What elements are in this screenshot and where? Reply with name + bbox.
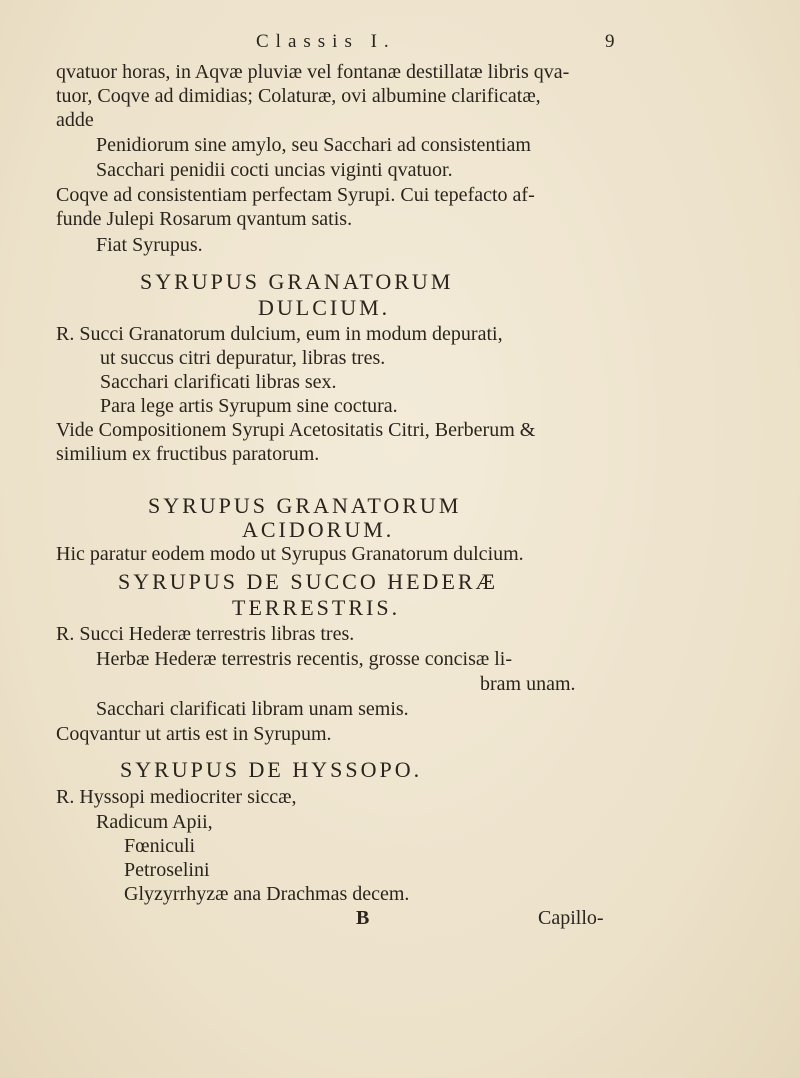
text-line: adde (56, 109, 94, 131)
text-line: Vide Compositionem Syrupi Acetositatis Citri, Berberum & (56, 419, 536, 441)
text-line: Sacchari penidii cocti uncias viginti qvatuor. (96, 159, 453, 181)
section-title: SYRUPUS DE SUCCO HEDERÆ (118, 569, 499, 594)
section-title: SYRUPUS GRANATORUM (140, 269, 454, 294)
text-line: Coqve ad consistentiam perfectam Syrupi. Cui tepefacto af- (56, 184, 535, 206)
text-line: R. Hyssopi mediocriter siccæ, (56, 786, 297, 808)
text-line: Glyzyrrhyzæ ana Drachmas decem. (124, 883, 410, 905)
running-title: Classis I. (256, 31, 396, 52)
text-line: similium ex fructibus paratorum. (56, 443, 320, 465)
section-title: SYRUPUS DE HYSSOPO. (120, 757, 423, 782)
text-line: Sacchari clarificati libras sex. (100, 371, 337, 393)
text-line: bram unam. (480, 673, 576, 695)
text-line: Fœniculi (124, 835, 196, 857)
section-title: DULCIUM. (258, 295, 391, 320)
text-line: Hic paratur eodem modo ut Syrupus Granatorum dulcium. (56, 543, 524, 565)
text-line: Coqvantur ut artis est in Syrupum. (56, 723, 332, 745)
catchword: Capillo- (538, 907, 604, 929)
text-line: Para lege artis Syrupum sine coctura. (100, 395, 398, 417)
text-line: funde Julepi Rosarum qvantum satis. (56, 208, 353, 230)
text-line: Sacchari clarificati libram unam semis. (96, 698, 409, 720)
section-title: SYRUPUS GRANATORUM (148, 493, 462, 518)
section-title: ACIDORUM. (242, 517, 395, 542)
text-line: ut succus citri depuratur, libras tres. (100, 347, 386, 369)
page-number: 9 (605, 31, 615, 52)
text-line: qvatuor horas, in Aqvæ pluviæ vel fontanæ destillatæ libris qva- (56, 61, 570, 83)
text-line: Petroselini (124, 859, 210, 881)
text-line: R. Succi Hederæ terrestris libras tres. (56, 623, 355, 645)
text-line: Penidiorum sine amylo, seu Sacchari ad consistentiam (96, 134, 531, 156)
text-line: Herbæ Hederæ terrestris recentis, grosse concisæ li- (96, 648, 512, 670)
text-line: Radicum Apii, (96, 811, 213, 833)
text-line: Fiat Syrupus. (96, 234, 203, 256)
section-title: TERRESTRIS. (232, 595, 401, 620)
text-line: tuor, Coqve ad dimidias; Colaturæ, ovi albumine clarificatæ, (56, 85, 541, 107)
text-line: R. Succi Granatorum dulcium, eum in modum depurati, (56, 323, 503, 345)
signature-mark: B (356, 907, 370, 929)
